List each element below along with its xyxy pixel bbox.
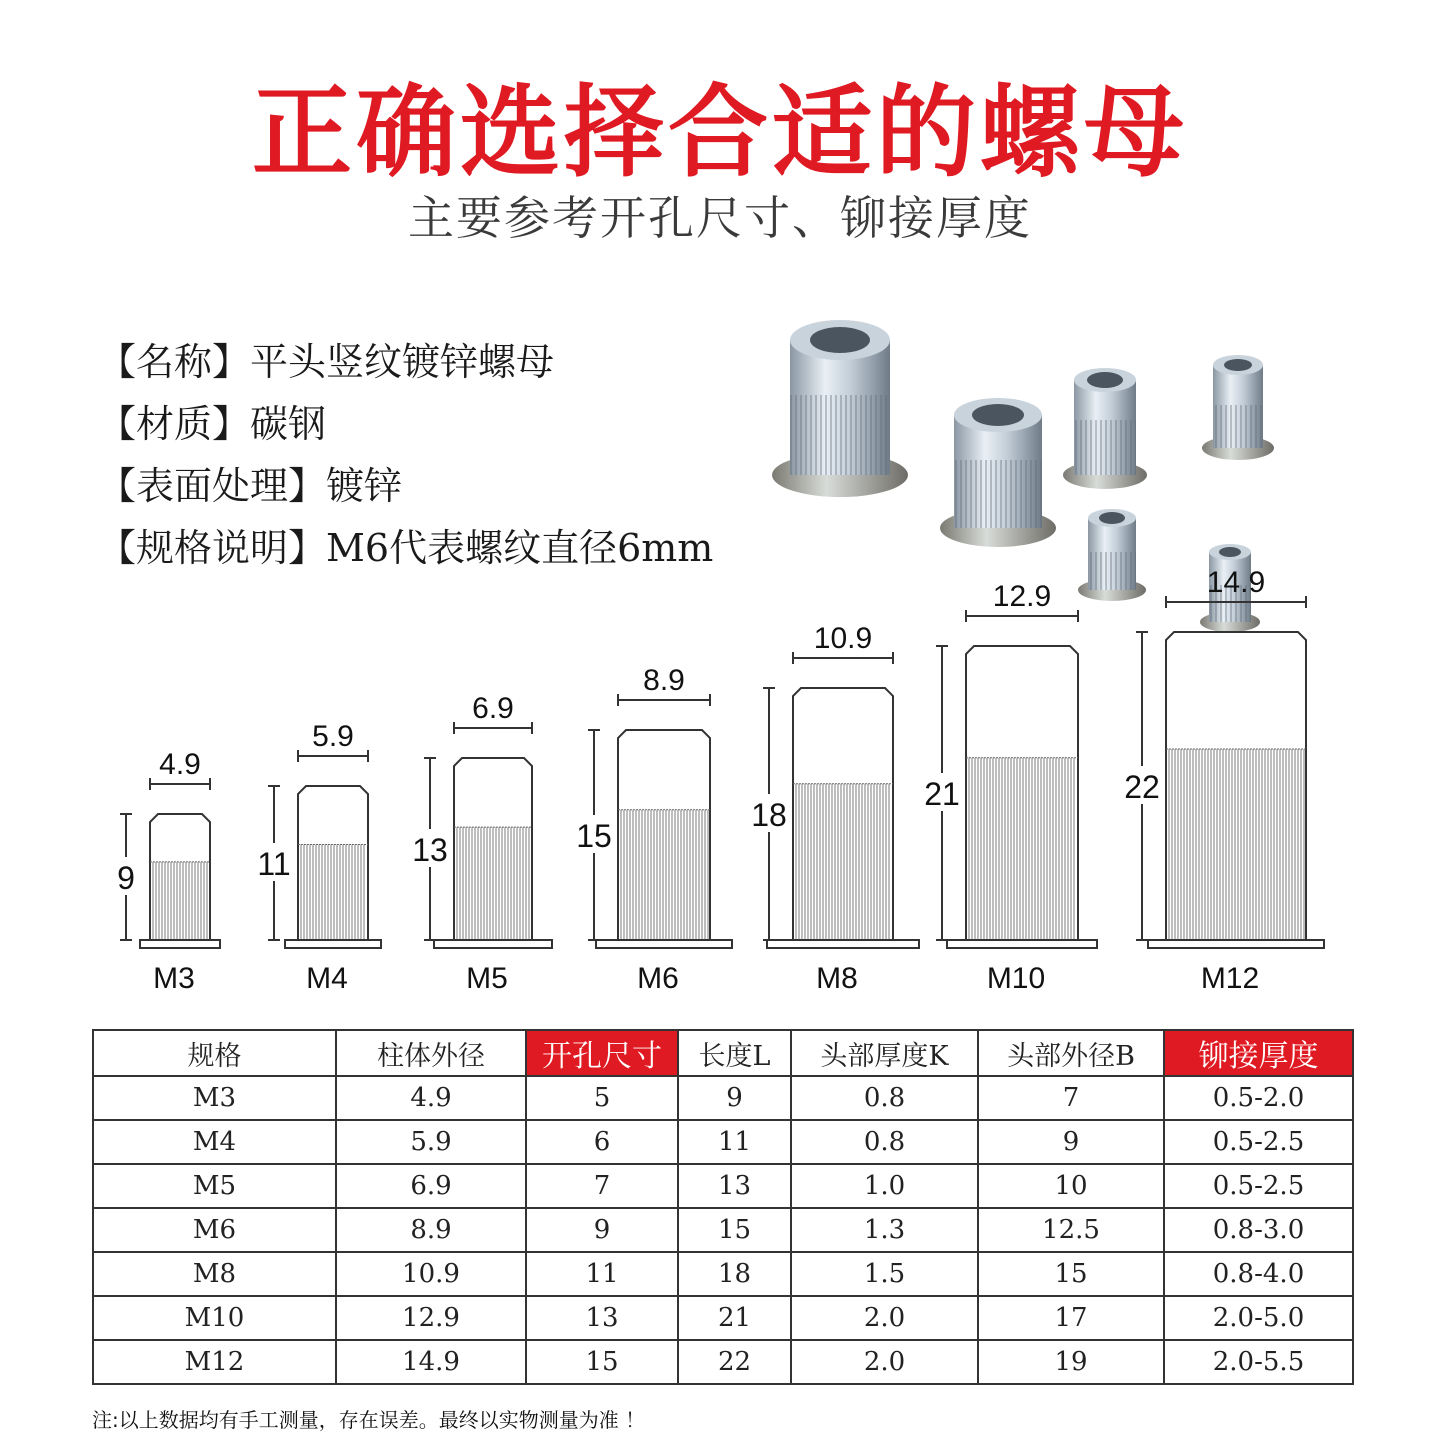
nut-flange [1148,940,1324,948]
spec-label: 【表面处理】 [98,464,327,508]
table-cell: 10.9 [336,1252,526,1296]
length-label: 9 [117,860,135,896]
size-label: M10 [986,962,1046,995]
table-cell: 2.0 [791,1340,978,1384]
table-cell: 0.5-2.5 [1164,1164,1353,1208]
page-subtitle: 主要参考开孔尺寸、铆接厚度 [408,191,1032,245]
footnote: 注:以上数据均有手工测量，存在误差。最终以实物测量为准 ！ [92,1408,646,1432]
table-cell: 0.8-3.0 [1164,1208,1353,1252]
page-title: 正确选择合适的螺母 [252,74,1188,191]
table-cell: 0.8 [791,1076,978,1120]
length-label: 18 [751,797,787,833]
table-cell: 9 [526,1208,678,1252]
nut-flange [285,940,381,948]
table-cell: 0.8 [791,1120,978,1164]
nut-flange [140,940,220,948]
table-cell: 1.3 [791,1208,978,1252]
table-cell: 18 [678,1252,791,1296]
table-cell: 9 [978,1120,1164,1164]
rivet-nut-image [1063,368,1147,489]
table-row [93,1252,1353,1296]
table-cell: 21 [678,1296,791,1340]
table-cell: 15 [678,1208,791,1252]
spec-value: 碳钢 [250,402,327,446]
table-cell: M6 [93,1208,336,1252]
rivet-nut-image [940,398,1056,547]
table-cell: 15 [978,1252,1164,1296]
diameter-label: 8.9 [643,664,685,697]
table-row [93,1296,1353,1340]
table-cell: 8.9 [336,1208,526,1252]
table-cell: 13 [678,1164,791,1208]
table-cell: 12.5 [978,1208,1164,1252]
table-cell: 22 [678,1340,791,1384]
table-cell: 0.5-2.5 [1164,1120,1353,1164]
table-cell: M12 [93,1340,336,1384]
size-label: M3 [153,962,195,995]
table-cell: 17 [978,1296,1164,1340]
length-label: 13 [412,832,448,868]
rivet-nut-image [1078,509,1146,601]
length-label: 21 [924,776,960,812]
table-cell: 1.0 [791,1164,978,1208]
nut-flange [947,940,1097,948]
nut-flange [596,940,732,948]
table-cell: 10 [978,1164,1164,1208]
spec-table [92,1029,1354,1385]
table-row [93,1120,1353,1164]
table-cell: 12.9 [336,1296,526,1340]
nut-body-outline [966,646,1078,940]
table-cell: 5.9 [336,1120,526,1164]
table-cell: 0.5-2.0 [1164,1076,1353,1120]
table-cell: M8 [93,1252,336,1296]
table-cell: 4.9 [336,1076,526,1120]
table-cell: 19 [978,1340,1164,1384]
rivet-nut-image [772,320,908,497]
table-cell: 2.0-5.5 [1164,1340,1353,1384]
table-row [93,1164,1353,1208]
size-label: M6 [637,962,679,995]
spec-value: M6代表螺纹直径6mm [326,526,714,570]
header-grip-range: 铆接厚度 [1164,1030,1353,1076]
dimension-diagrams [0,566,1440,1020]
diameter-label: 5.9 [312,720,354,753]
table-row [93,1208,1353,1252]
table-row [93,1340,1353,1384]
rivet-nut-image [1202,355,1274,460]
table-cell: 2.0-5.0 [1164,1296,1353,1340]
diameter-label: 12.9 [992,580,1052,613]
spec-size-note [98,522,713,584]
header-body-diameter: 柱体外径 [336,1030,526,1076]
table-cell: 6.9 [336,1164,526,1208]
length-label: 11 [257,846,291,882]
table-cell: 6 [526,1120,678,1164]
header-head-diameter: 头部外径B [978,1030,1164,1076]
diameter-label: 14.9 [1206,566,1266,599]
table-cell: M5 [93,1164,336,1208]
table-cell: 11 [526,1252,678,1296]
header-size: 规格 [93,1030,336,1076]
table-cell: 2.0 [791,1296,978,1340]
diameter-label: 4.9 [159,748,201,781]
spec-surface [98,460,713,522]
table-cell: M10 [93,1296,336,1340]
header-length: 长度L [678,1030,791,1076]
length-label: 22 [1124,769,1160,805]
spec-label: 【规格说明】 [98,526,327,570]
table-cell: 11 [678,1120,791,1164]
table-cell: 7 [978,1076,1164,1120]
size-label: M4 [306,962,348,995]
spec-label: 【材质】 [98,402,251,446]
spec-value: 平头竖纹镀锌螺母 [250,340,555,384]
diameter-label: 6.9 [472,692,514,725]
spec-list [98,336,713,584]
header-hole-size: 开孔尺寸 [526,1030,678,1076]
spec-label: 【名称】 [98,340,251,384]
spec-material [98,398,713,460]
table-cell: 1.5 [791,1252,978,1296]
header-head-thickness: 头部厚度K [791,1030,978,1076]
table-cell: M4 [93,1120,336,1164]
nut-flange [434,940,552,948]
table-cell: M3 [93,1076,336,1120]
spec-value: 镀锌 [326,464,403,508]
table-cell: 14.9 [336,1340,526,1384]
size-label: M12 [1200,962,1260,995]
table-header-row [93,1030,1353,1076]
length-label: 15 [576,818,612,854]
table-cell: 13 [526,1296,678,1340]
table-row [93,1076,1353,1120]
spec-name [98,336,713,398]
table-cell: 7 [526,1164,678,1208]
table-cell: 5 [526,1076,678,1120]
size-label: M8 [816,962,858,995]
diameter-label: 10.9 [813,622,873,655]
nut-flange [767,940,919,948]
table-cell: 0.8-4.0 [1164,1252,1353,1296]
table-cell: 15 [526,1340,678,1384]
size-label: M5 [466,962,508,995]
table-cell: 9 [678,1076,791,1120]
